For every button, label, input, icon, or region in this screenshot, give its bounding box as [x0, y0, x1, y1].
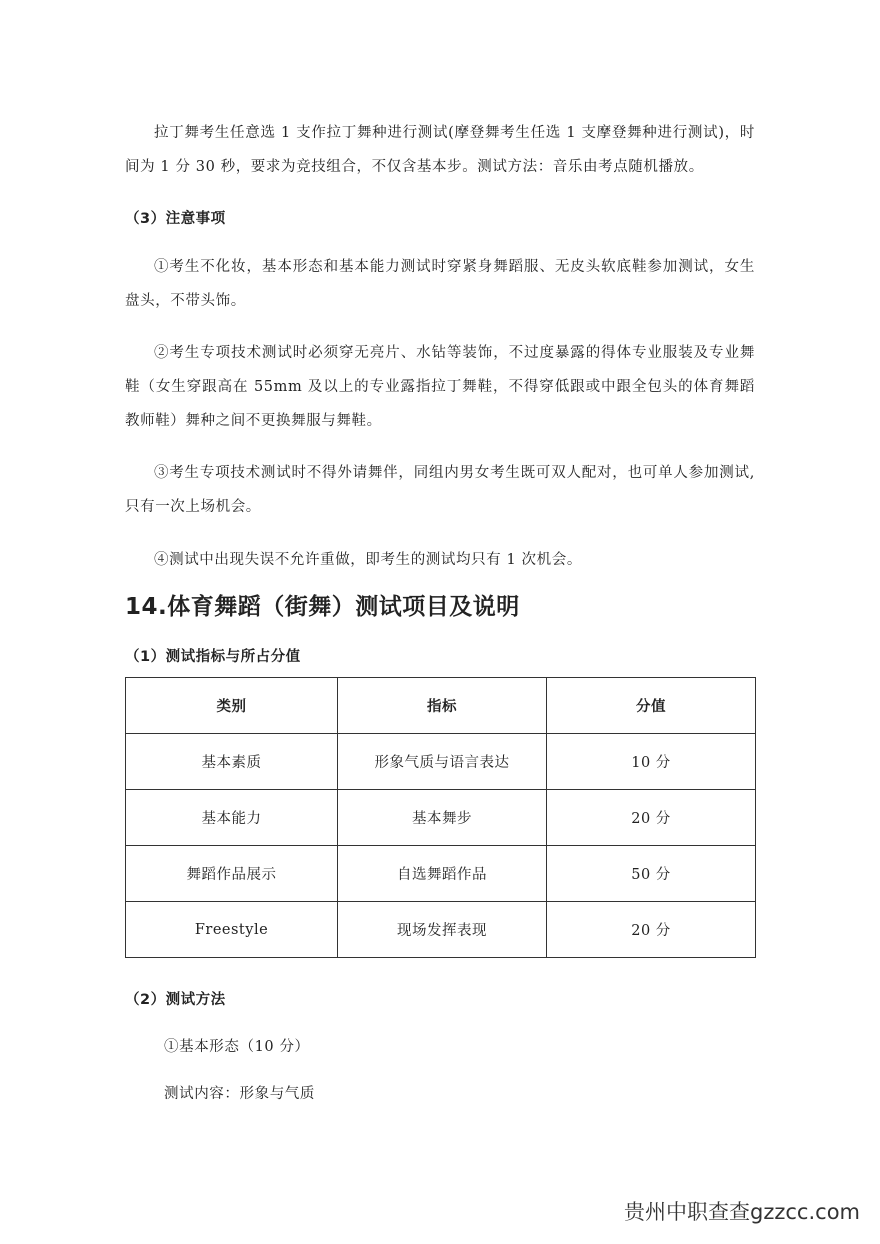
- method-item-basic-form: ①基本形态（10 分）: [164, 1039, 310, 1055]
- table-row: [126, 902, 756, 958]
- note-item-2: ②考生专项技术测试时必须穿无亮片、水钻等装饰，不过度暴露的得体专业服装及专业舞鞋（女生穿跟高在 55mm 及以上的专业露指拉丁舞鞋，不得穿低跟或中跟全包头的体育舞蹈教师鞋）舞种之间不更换舞服与舞鞋。: [125, 345, 755, 429]
- table-cell: 基本素质: [126, 734, 338, 790]
- table-row: [126, 790, 756, 846]
- table-cell: 形象气质与语言表达: [338, 734, 547, 790]
- column-header-category: 类别: [126, 678, 338, 734]
- table-cell: 舞蹈作品展示: [126, 846, 338, 902]
- table-cell: 20 分: [547, 790, 756, 846]
- method-heading: （2）测试方法: [125, 992, 226, 1008]
- paragraph-latin-dance: 拉丁舞考生任意选 1 支作拉丁舞种进行测试(摩登舞考生任选 1 支摩登舞种进行测试)，时间为 1 分 30 秒，要求为竞技组合，不仅含基本步。测试方法：音乐由考点随机播放。: [125, 125, 755, 175]
- note-item-1: ①考生不化妆，基本形态和基本能力测试时穿紧身舞蹈服、无皮头软底鞋参加测试，女生盘头，不带头饰。: [125, 259, 755, 309]
- table-header-row: [126, 678, 756, 734]
- score-table: [125, 677, 756, 958]
- table-row: [126, 734, 756, 790]
- table-cell: 基本舞步: [338, 790, 547, 846]
- table-cell: Freestyle: [126, 902, 338, 958]
- section-title: 14.体育舞蹈（街舞）测试项目及说明: [125, 594, 520, 620]
- table-cell: 现场发挥表现: [338, 902, 547, 958]
- note-item-3: ③考生专项技术测试时不得外请舞伴，同组内男女考生既可双人配对，也可单人参加测试,只有一次上场机会。: [125, 465, 755, 515]
- notes-heading: （3）注意事项: [125, 211, 226, 227]
- column-header-score: 分值: [547, 678, 756, 734]
- table-cell: 10 分: [547, 734, 756, 790]
- table-cell: 50 分: [547, 846, 756, 902]
- table-cell: 20 分: [547, 902, 756, 958]
- method-content: 测试内容：形象与气质: [164, 1086, 315, 1102]
- note-item-4: ④测试中出现失误不允许重做，即考生的测试均只有 1 次机会。: [154, 552, 582, 568]
- table-cell: 自选舞蹈作品: [338, 846, 547, 902]
- table-heading: （1）测试指标与所占分值: [125, 649, 301, 665]
- column-header-indicator: 指标: [338, 678, 547, 734]
- watermark: 贵州中职查查gzzcc.com: [624, 1200, 860, 1224]
- table-row: [126, 846, 756, 902]
- table-cell: 基本能力: [126, 790, 338, 846]
